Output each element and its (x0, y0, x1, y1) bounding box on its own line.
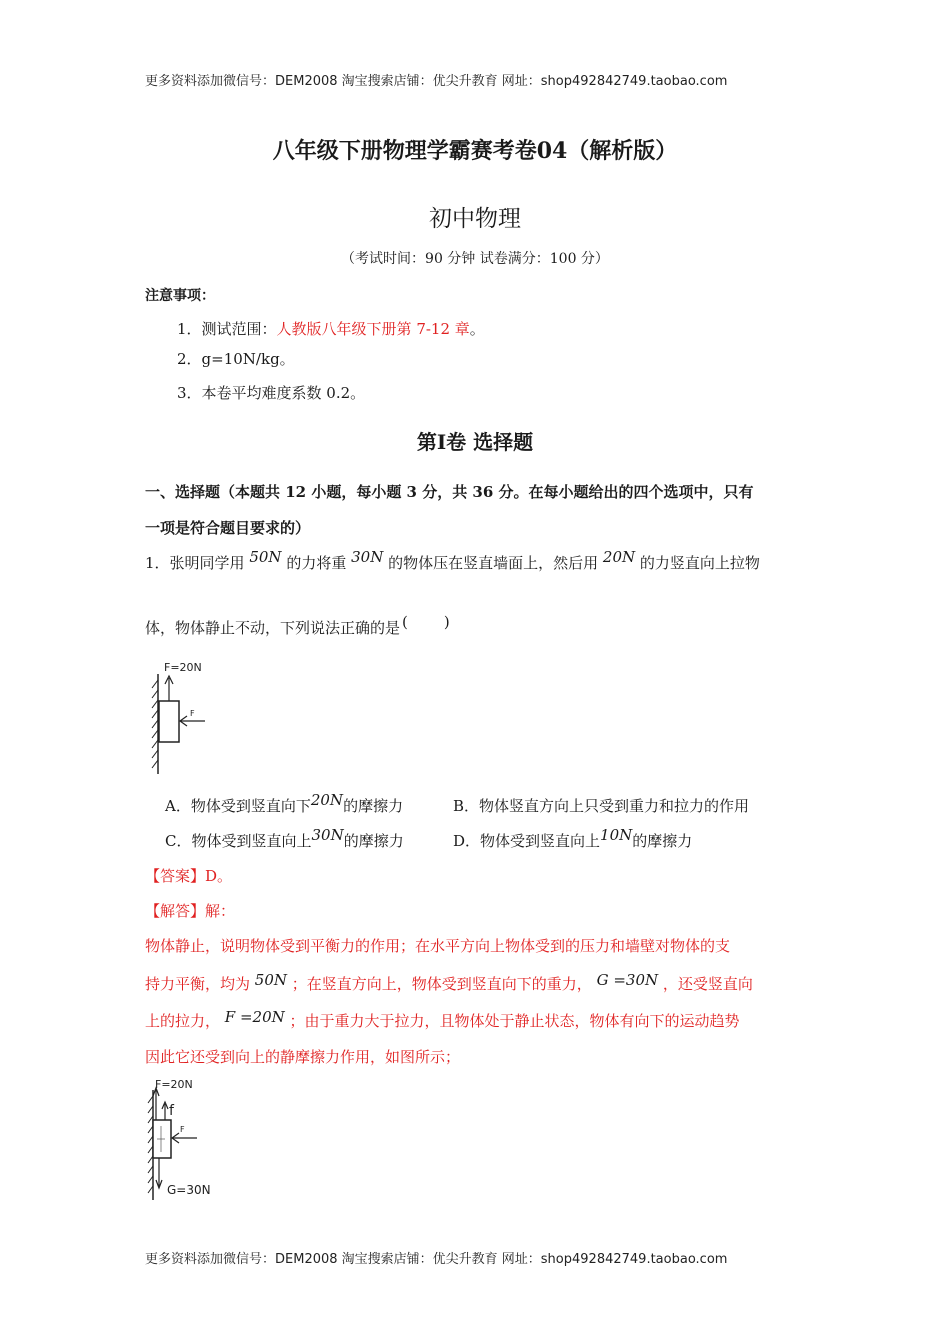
option-d-tail: 的摩擦力 (632, 832, 693, 850)
page-footer: 更多资料添加微信号：DEM2008 淘宝搜索店铺：优尖升教育 网址：shop492842749.taobao.com (145, 1252, 728, 1267)
note-3: 3．本卷平均难度系数 0.2。 (177, 384, 366, 402)
fig2-label-f: f (169, 1103, 174, 1119)
question-1-line2 (145, 613, 450, 638)
note-1-end: 。 (469, 320, 485, 338)
analysis-line2 (145, 973, 753, 994)
doc-title: 八年级下册物理学霸赛考卷04（解析版） (272, 138, 678, 164)
wall (152, 674, 158, 774)
part-title: 第Ⅰ卷 选择题 (416, 430, 534, 454)
section-heading-line1: 一、选择题（本题共 12 小题，每小题 3 分，共 36 分。在每小题给出的四个选项中，只有 (145, 483, 754, 501)
option-d-text: D．物体受到竖直向上 (453, 832, 601, 850)
analysis-line1: 物体静止，说明物体受到平衡力的作用；在水平方向上物体受到的压力和墙壁对物体的支 (145, 937, 731, 955)
fig1-label-side: F (190, 709, 195, 718)
fig2-label-top: F=20N (155, 1078, 193, 1091)
page-header: 更多资料添加微信号：DEM2008 淘宝搜索店铺：优尖升教育 网址：shop492842749.taobao.com (145, 74, 728, 89)
answer-label: 【答案】D。 (145, 867, 233, 885)
analysis-line2-a: 持力平衡，均为 (145, 975, 251, 993)
analysis-value-g: G =30N (596, 971, 659, 989)
note-1 (177, 318, 485, 339)
question-figure (145, 658, 225, 778)
analysis-line3 (145, 1010, 740, 1031)
section-heading-line2: 一项是符合题目要求的） (145, 519, 311, 537)
analysis-line3-b: ；由于重力大于拉力，且物体处于静止状态，物体有向下的运动趋势 (289, 1012, 740, 1030)
analysis-line2-b: ；在竖直方向上，物体受到竖直向下的重力， (291, 975, 592, 993)
option-c-tail: 的摩擦力 (343, 832, 404, 850)
answer-figure (145, 1076, 235, 1206)
q1-paren-open: ( (402, 613, 408, 631)
option-d (453, 826, 693, 851)
option-a-value: 20N (310, 791, 344, 809)
analysis-value-50n: 50N (254, 971, 288, 989)
q1-line2-text: 体，物体静止不动，下列说法正确的是 (145, 619, 401, 637)
note-2: 2．g=10N/kg。 (177, 350, 295, 368)
q1-paren-close: ) (443, 613, 450, 631)
block (159, 701, 179, 742)
option-a (165, 791, 404, 816)
option-d-value: 10N (600, 826, 633, 844)
option-c-text: C．物体受到竖直向上 (165, 832, 312, 850)
note-1-range: 人教版八年级下册第 7-12 章 (276, 320, 470, 338)
analysis-value-f: F =20N (224, 1008, 285, 1026)
fig2-label-bottom: G=30N (167, 1183, 211, 1197)
option-a-text: A．物体受到竖直向下 (165, 797, 311, 815)
doc-subject: 初中物理 (429, 206, 521, 232)
exam-info: （考试时间：90 分钟 试卷满分：100 分） (341, 251, 609, 267)
notes-heading: 注意事项： (145, 288, 215, 304)
analysis-line4: 因此它还受到向上的静摩擦力作用，如图所示； (145, 1048, 461, 1066)
fig1-label-top: F=20N (164, 661, 202, 674)
q1-text-b: 的力将重 (286, 554, 347, 572)
q1-text-a: 1．张明同学用 (145, 554, 245, 572)
q1-text-c: 的物体压在竖直墙面上，然后用 (388, 554, 599, 572)
option-c (165, 826, 404, 851)
analysis-line3-a: 上的拉力， (145, 1012, 221, 1030)
q1-value-20n: 20N (602, 548, 636, 566)
fig2-label-side: F (180, 1125, 185, 1134)
q1-text-d: 的力竖直向上拉物 (639, 554, 760, 572)
option-b: B．物体竖直方向上只受到重力和拉力的作用 (453, 797, 750, 815)
analysis-label: 【解答】解： (145, 902, 236, 920)
note-1-prefix: 1．测试范围： (177, 320, 277, 338)
question-1-line1 (145, 548, 760, 573)
q1-value-30n: 30N (351, 548, 384, 566)
option-c-value: 30N (311, 826, 344, 844)
q1-value-50n: 50N (249, 548, 282, 566)
option-a-tail: 的摩擦力 (343, 797, 404, 815)
analysis-line2-c: ，还受竖直向 (662, 975, 753, 993)
